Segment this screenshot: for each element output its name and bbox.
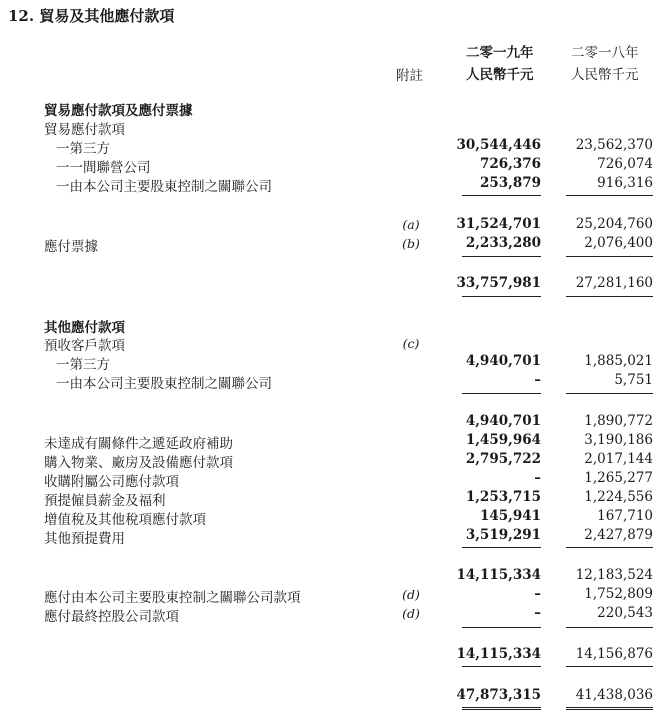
table-cell-2018: 25,204,760 <box>575 216 653 232</box>
note-title: 12. 貿易及其他應付款項 <box>8 7 175 25</box>
grand-total-2019: 47,873,315 <box>456 687 541 703</box>
rule-line <box>566 256 653 257</box>
rule-line <box>462 256 541 257</box>
rule-line <box>462 195 541 196</box>
table-cell-2019: 14,115,334 <box>456 646 541 662</box>
table-row-label: 其他預提費用 <box>44 531 125 547</box>
table-row-label: 預提僱員薪金及福利 <box>44 493 166 509</box>
table-cell-2019: – <box>534 605 541 621</box>
table-cell-2019: 30,544,446 <box>456 137 541 153</box>
table-cell-2019: 31,524,701 <box>456 216 541 232</box>
table-cell-2018: 220,543 <box>597 605 653 621</box>
table-cell-2019: 2,233,280 <box>465 235 541 251</box>
table-row-label: 增值稅及其他稅項應付款項 <box>44 512 206 528</box>
rule-line <box>566 195 653 196</box>
rule-line <box>462 666 541 667</box>
rule-line <box>462 547 541 548</box>
double-rule-line <box>566 707 653 710</box>
rule-line <box>462 393 541 394</box>
note-ref: (b) <box>402 236 420 251</box>
table-cell-2018: 1,224,556 <box>584 489 653 505</box>
table-row-label: 一第三方 <box>56 141 110 157</box>
table-row-label: 購入物業、廠房及設備應付款項 <box>44 455 233 471</box>
note-column-header: 附註 <box>396 68 423 84</box>
rule-line <box>566 296 653 297</box>
table-cell-2018: 3,190,186 <box>584 432 653 448</box>
table-cell-2018: 23,562,370 <box>575 137 653 153</box>
table-cell-2018: 1,265,277 <box>584 470 653 486</box>
currency-2018-header: 人民幣千元 <box>571 67 639 83</box>
rule-line <box>566 393 653 394</box>
rule-line <box>462 296 541 297</box>
table-cell-2018: 12,183,524 <box>575 567 653 583</box>
table-cell-2019: 145,941 <box>479 508 541 524</box>
table-cell-2019: 2,795,722 <box>465 451 541 467</box>
note-ref: (d) <box>402 587 420 602</box>
table-cell-2019: – <box>534 586 541 602</box>
other-section-title: 其他應付款項 <box>44 320 125 336</box>
table-cell-2019: 1,459,964 <box>465 432 541 448</box>
rule-line <box>462 627 541 628</box>
double-rule-line <box>462 707 541 710</box>
table-cell-2019: 33,757,981 <box>456 275 541 291</box>
table-row-label: 一一間聯營公司 <box>56 160 151 176</box>
table-cell-2018: 916,316 <box>597 175 653 191</box>
currency-2019-header: 人民幣千元 <box>466 67 534 83</box>
year-2019-header: 二零一九年 <box>466 45 534 61</box>
table-cell-2018: 167,710 <box>597 508 653 524</box>
rule-line <box>566 666 653 667</box>
table-cell-2018: 2,076,400 <box>584 235 653 251</box>
table-cell-2019: 1,253,715 <box>465 489 541 505</box>
table-row-label: 應付由本公司主要股東控制之關聯公司款項 <box>44 590 301 606</box>
trade-section-title: 貿易應付款項及應付票據 <box>44 103 193 119</box>
year-2018-header: 二零一八年 <box>571 45 639 61</box>
table-row-label: 一由本公司主要股東控制之關聯公司 <box>56 179 272 195</box>
grand-total-2018: 41,438,036 <box>575 687 653 703</box>
table-row-label: 未達成有關條件之遞延政府補助 <box>44 436 233 452</box>
table-row-label: 應付最終控股公司款項 <box>44 609 179 625</box>
table-cell-2019: – <box>534 372 541 388</box>
note-ref: (c) <box>402 336 420 351</box>
table-cell-2019: 253,879 <box>479 175 541 191</box>
table-cell-2019: 4,940,701 <box>465 413 541 429</box>
table-cell-2019: – <box>534 470 541 486</box>
table-cell-2018: 27,281,160 <box>575 275 653 291</box>
table-cell-2019: 726,376 <box>479 156 541 172</box>
table-cell-2018: 2,427,879 <box>584 527 653 543</box>
table-cell-2018: 726,074 <box>597 156 653 172</box>
table-row-label: 收購附屬公司應付款項 <box>44 474 179 490</box>
table-cell-2018: 1,890,772 <box>584 413 653 429</box>
table-cell-2018: 2,017,144 <box>584 451 653 467</box>
table-row-label: 預收客戶款項 <box>44 338 125 354</box>
trade-sub-title: 貿易應付款項 <box>44 122 125 138</box>
rule-line <box>566 627 653 628</box>
note-ref: (d) <box>402 606 420 621</box>
table-cell-2018: 5,751 <box>614 372 653 388</box>
rule-line <box>566 547 653 548</box>
table-row-label: 一第三方 <box>56 357 110 373</box>
table-row-label: 一由本公司主要股東控制之關聯公司 <box>56 376 272 392</box>
note-ref: (a) <box>402 217 420 232</box>
table-cell-2018: 1,752,809 <box>584 586 653 602</box>
table-cell-2018: 14,156,876 <box>575 646 653 662</box>
table-cell-2019: 3,519,291 <box>465 527 541 543</box>
table-cell-2019: 4,940,701 <box>465 353 541 369</box>
table-cell-2018: 1,885,021 <box>584 353 653 369</box>
table-cell-2019: 14,115,334 <box>456 567 541 583</box>
table-row-label: 應付票據 <box>44 239 98 255</box>
